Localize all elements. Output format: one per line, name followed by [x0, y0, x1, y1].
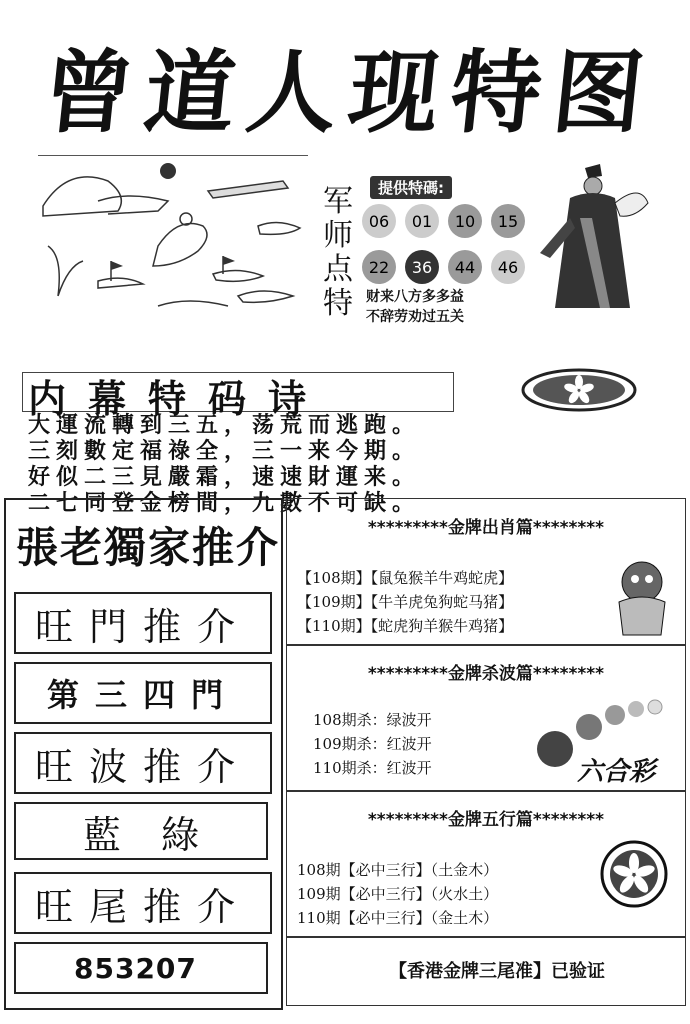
zodiac-line: 【110期】【蛇虎狗羊猴牛鸡猪】: [297, 617, 514, 635]
zhang-heading: 張老獨家推介: [16, 523, 281, 572]
slogan-line: 财来八方多多益: [366, 289, 464, 305]
zodiac-line: 【108期】【鼠兔猴羊牛鸡蛇虎】: [297, 569, 514, 587]
recommend-box: 旺尾推介: [14, 872, 272, 934]
liuhecai-brand: 六合彩: [577, 757, 656, 787]
zodiac-line: 【109期】【牛羊虎兔狗蛇马猪】: [297, 593, 514, 611]
slogan-line: 不辞劳劝过五关: [366, 309, 464, 325]
mascot-illustration: [609, 557, 675, 637]
jun-shi-char: 点: [323, 252, 353, 287]
number-ball: 44: [448, 250, 482, 284]
section-heading: *********金牌出肖篇********: [367, 518, 605, 538]
jun-shi-char: 军: [323, 184, 353, 219]
element-line: 109期【必中三行】（火水土）: [297, 885, 499, 903]
title-char: 道: [139, 41, 243, 146]
element-line: 108期【必中三行】（土金木）: [297, 861, 499, 879]
section-heading: *********金牌五行篇********: [367, 810, 605, 830]
poem-title: [28, 368, 448, 421]
gold-zodiac-section: [286, 498, 686, 646]
wave-line: 108期杀：绿波开: [313, 711, 432, 729]
title-char: 图: [547, 41, 651, 146]
verify-banner: 【香港金牌三尾准】已验证: [389, 961, 605, 982]
title-char: 特: [445, 41, 549, 146]
poem-title-char: 码: [208, 377, 247, 421]
recommend-box: 第三四門: [14, 662, 272, 724]
title-char: 现: [343, 41, 447, 146]
bauhinia-emblem-icon: [599, 839, 669, 909]
element-line: 110期【必中三行】（金土木）: [297, 909, 499, 927]
number-ball: 46: [491, 250, 525, 284]
poem-line: 二七同登金榜間，九數不可缺。: [28, 490, 421, 516]
poem-title-char: 内: [28, 377, 67, 421]
recommend-box: 藍綠: [14, 802, 268, 860]
poem-title-char: 特: [148, 377, 187, 421]
right-gold-panel: [286, 498, 684, 1006]
title-char: 人: [241, 41, 345, 146]
number-ball: 36: [405, 250, 439, 284]
verify-section: [286, 936, 686, 1006]
cartoon-panel: [38, 155, 308, 321]
section-heading: *********金牌杀波篇********: [367, 664, 605, 684]
strategist-figure-illustration: [530, 158, 650, 318]
gold-wave-section: [286, 644, 686, 792]
number-balls: [362, 204, 532, 284]
gold-five-elements-section: [286, 790, 686, 938]
number-ball: 01: [405, 204, 439, 238]
wave-line: 109期杀：红波开: [313, 735, 432, 753]
page-title: [0, 20, 690, 150]
number-ball: 06: [362, 204, 396, 238]
monkey-scene-illustration: [38, 156, 308, 321]
number-ball: 15: [491, 204, 525, 238]
wave-line: 110期杀：红波开: [313, 759, 432, 777]
tail-code-box: 853207: [14, 942, 268, 994]
poem-line: 好似二三見嚴霜，速速財運来。: [28, 464, 421, 490]
number-ball: 10: [448, 204, 482, 238]
jun-shi-char: 特: [323, 286, 353, 321]
poem-line: 三刻數定福祿全，三一来今期。: [28, 438, 421, 464]
bauhinia-emblem-icon: [520, 368, 638, 412]
provide-label: 提供特碼:: [370, 176, 452, 199]
recommend-box: 旺波推介: [14, 732, 272, 794]
poem-line: 大運流轉到三五，荡荒而逃跑。: [28, 412, 421, 438]
recommend-box: 旺門推介: [14, 592, 272, 654]
poem-title-char: 幕: [88, 377, 127, 421]
title-char: 曾: [37, 41, 141, 146]
jun-shi-char: 师: [323, 218, 353, 253]
number-ball: 22: [362, 250, 396, 284]
jun-shi-label: [318, 185, 358, 321]
poem-title-char: 诗: [268, 377, 307, 421]
